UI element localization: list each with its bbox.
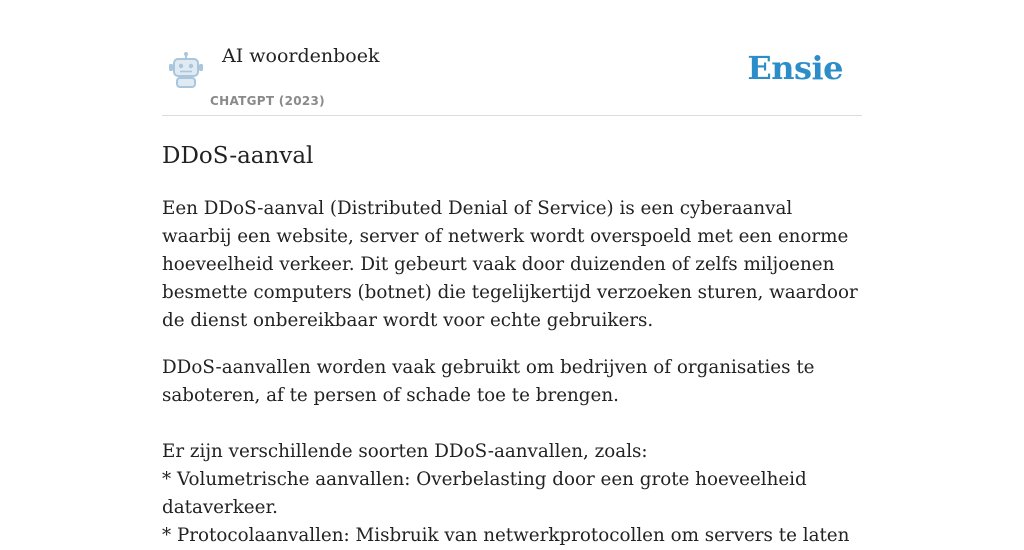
dictionary-header <box>162 0 862 116</box>
robot-icon <box>166 50 206 90</box>
entry-term: DDoS-aanval <box>162 143 314 169</box>
brand-logo[interactable]: Ensie <box>747 49 843 87</box>
dictionary-title[interactable]: AI woordenboek <box>222 45 380 67</box>
page-content <box>162 0 862 550</box>
entry-paragraph-1: Een DDoS-aanval (Distributed Denial of Service) is een cyberaanval waarbij een website, server of netwerk wordt overspoeld met een enorme hoeveelheid verkeer. Dit gebeurt vaak door duizenden of zelfs miljoenen besmette computers (botnet) die tegelijkertijd verzoeken sturen, waardoor de dienst onbereikbaar wordt voor echte gebruikers. <box>162 198 858 331</box>
entry-paragraph-2: DDoS-aanvallen worden vaak gebruikt om bedrijven of organisaties te saboteren, af te persen of schade toe te brengen. <box>162 357 815 406</box>
entry-paragraph-3: Er zijn verschillende soorten DDoS-aanvallen, zoals: * Volumetrische aanvallen: Overbelasting door een grote hoeveelheid dataverkeer. * Protocolaanvallen: Misbruik van netwerkprotocollen om servers te laten <box>162 441 850 546</box>
dictionary-source: CHATGPT (2023) <box>210 94 325 108</box>
